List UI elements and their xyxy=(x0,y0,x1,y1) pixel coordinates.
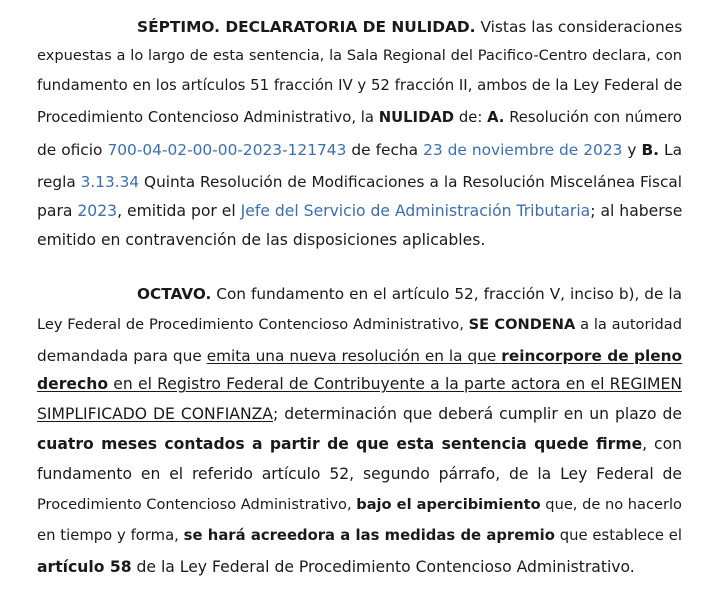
septimo-line-7: para 2023, emitida por el Jefe del Servicio de Administración Tributaria; al haberse xyxy=(37,202,683,220)
authority-name: Jefe del Servicio de Administración Tributaria xyxy=(240,202,591,220)
septimo-line-3: fundamento en los artículos 51 fracción IV y 52 fracción II, ambos de la Ley Federal de xyxy=(37,76,683,94)
condena-term: SE CONDENA xyxy=(468,316,576,333)
septimo-line-5: de oficio 700-04-02-00-00-2023-121743 de fecha 23 de noviembre de 2023 y B. La xyxy=(37,141,682,159)
regla-number: 3.13.34 xyxy=(80,173,140,191)
octavo-line-7: fundamento en el referido artículo 52, segundo párrafo, de la Ley Federal de xyxy=(37,465,682,483)
octavo-line-8: Procedimiento Contencioso Administrativo, bajo el apercibimiento que, de no hacerlo xyxy=(37,496,682,513)
articulo-58-term: artículo 58 xyxy=(37,558,132,576)
octavo-line-3: demandada para que emita una nueva resolución en la que reincorpore de pleno xyxy=(37,347,682,365)
octavo-line-10: artículo 58 de la Ley Federal de Procedimiento Contencioso Administrativo. xyxy=(37,558,635,576)
apremio-term: se hará acreedora a las medidas de apremio xyxy=(183,527,555,544)
plazo-term: cuatro meses contados a partir de que esta sentencia quede firme xyxy=(37,435,643,453)
septimo-line-1: SÉPTIMO. DECLARATORIA DE NULIDAD. Vistas las consideraciones xyxy=(137,18,683,36)
octavo-line-2: Ley Federal de Procedimiento Contencioso Administrativo, SE CONDENA a la autoridad xyxy=(37,316,683,333)
octavo-heading: OCTAVO. xyxy=(137,285,212,303)
octavo-line-4: derecho en el Registro Federal de Contribuyente a la parte actora en el REGIMEN xyxy=(37,375,682,393)
septimo-line-6: regla 3.13.34 Quinta Resolución de Modificaciones a la Resolución Miscelánea Fiscal xyxy=(37,173,682,191)
septimo-line-4: Procedimiento Contencioso Administrativo, la NULIDAD de: A. Resolución con número xyxy=(37,109,682,126)
apercibimiento-term: bajo el apercibimiento xyxy=(356,496,541,513)
septimo-line-8: emitido en contravención de las disposiciones aplicables. xyxy=(37,231,486,249)
nulidad-term: NULIDAD xyxy=(378,109,455,126)
octavo-line-5: SIMPLIFICADO DE CONFIANZA; determinación que deberá cumplir en un plazo de xyxy=(37,405,683,423)
octavo-line-6: cuatro meses contados a partir de que esta sentencia quede firme, con xyxy=(37,435,682,453)
oficio-number: 700-04-02-00-00-2023-121743 xyxy=(107,141,347,159)
octavo-line-9: en tiempo y forma, se hará acreedora a las medidas de apremio que establece el xyxy=(37,527,682,544)
septimo-line-2: expuestas a lo largo de esta sentencia, la Sala Regional del Pacifico-Centro declara, con xyxy=(37,47,682,64)
octavo-line-1: OCTAVO. Con fundamento en el artículo 52, fracción V, inciso b), de la xyxy=(137,285,682,303)
resolution-date: 23 de noviembre de 2023 xyxy=(423,141,623,159)
fiscal-year: 2023 xyxy=(77,202,118,220)
septimo-heading: SÉPTIMO. DECLARATORIA DE NULIDAD. xyxy=(137,18,476,36)
